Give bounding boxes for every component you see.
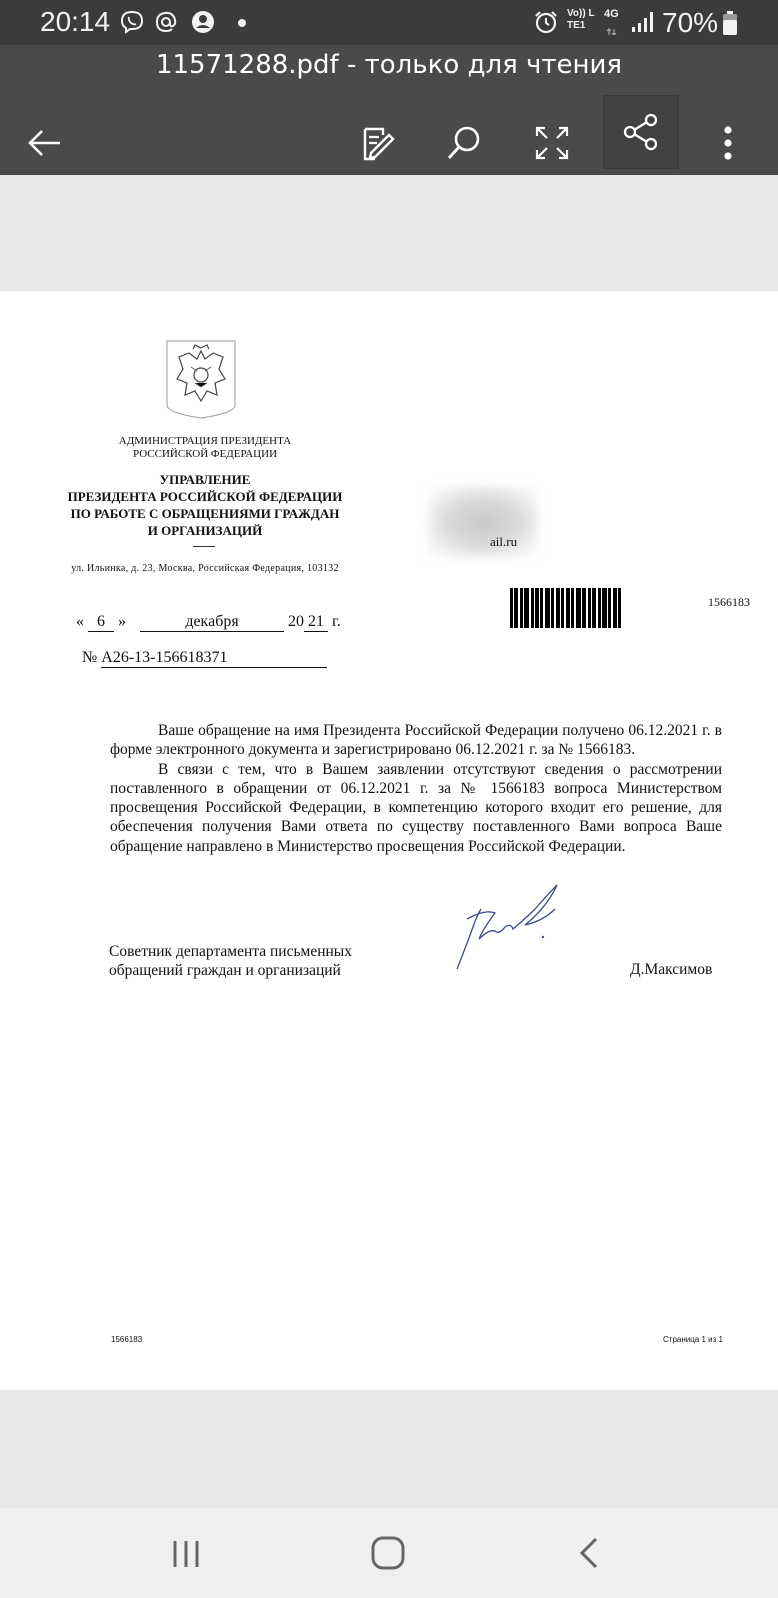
org-line: И ОРГАНИЗАЦИЙ <box>147 523 263 538</box>
org-address: ул. Ильинка, д. 23, Москва, Российская Федерация, 103132 <box>71 563 339 574</box>
date-day: 6 <box>88 613 114 632</box>
battery-icon <box>722 11 738 35</box>
signer-name: Д.Максимов <box>630 961 713 978</box>
letter-body <box>110 721 722 856</box>
system-nav-bar <box>0 1508 778 1598</box>
recents-icon <box>166 1533 206 1573</box>
org-small-line: АДМИНИСТРАЦИЯ ПРЕЗИДЕНТА <box>118 435 292 447</box>
viber-icon <box>119 9 145 35</box>
barcode-bar <box>561 588 564 628</box>
more-options-button[interactable] <box>698 113 758 173</box>
barcode-bar <box>571 588 574 628</box>
barcode-bar <box>545 588 550 628</box>
edit-button[interactable] <box>347 113 407 173</box>
barcode-bar <box>608 588 611 628</box>
search-icon <box>444 123 484 163</box>
document-title: 11571288.pdf - только для чтения <box>155 50 623 80</box>
status-time: 20:14 <box>40 6 111 37</box>
barcode-bar <box>566 588 570 628</box>
barcode-bar <box>535 588 539 628</box>
org-header-small <box>100 435 310 461</box>
barcode-number: 1566183 <box>708 595 750 609</box>
share-button[interactable] <box>603 95 679 169</box>
date-year-unit: г. <box>332 613 341 630</box>
battery-percent: 70% <box>662 7 719 38</box>
account-icon <box>190 9 216 35</box>
barcode-bar <box>582 588 586 628</box>
org-header-main <box>60 471 350 539</box>
footer-reference: 1566183 <box>111 1335 143 1344</box>
recents-button[interactable] <box>156 1528 216 1578</box>
recipient-email: ail.ru <box>490 534 518 549</box>
body-paragraph: В связи с тем, что в Вашем заявлении отсутствуют сведения о рассмотрении поставленного в обращении от 06.12.2021 г. за № 1566183 вопроса Министерством просвещения Российской Федерации, в компетенцию которого входит его решение, для обеспечения получения Вами ответа по существу поставленного Вами вопроса Ваше обращение направлено в Министерство просвещения Российской Федерации. <box>110 760 722 855</box>
body-paragraph: Ваше обращение на имя Президента Российской Федерации получено 06.12.2021 г. в форме электронного документа и зарегистрировано 06.12.2021 г. за № 1566183. <box>110 722 722 759</box>
barcode-bar <box>540 588 543 628</box>
barcode-bar <box>618 588 621 628</box>
date-year-suffix: 21 <box>304 613 328 632</box>
barcode-bar <box>531 588 534 628</box>
status-bar <box>0 0 778 45</box>
barcode <box>510 588 700 628</box>
number-sign: № <box>82 649 98 666</box>
4g-icon <box>605 9 631 35</box>
home-button[interactable] <box>358 1528 418 1578</box>
volte-indicator: Vo)) LTE1 <box>567 8 595 31</box>
barcode-bar <box>588 588 591 628</box>
barcode-bar <box>602 588 607 628</box>
barcode-bar <box>524 588 529 628</box>
back-button[interactable] <box>14 113 74 173</box>
search-button[interactable] <box>434 113 494 173</box>
signer-title-line: обращений граждан и организаций <box>109 962 341 980</box>
barcode-bar <box>592 588 596 628</box>
org-line: ПРЕЗИДЕНТА РОССИЙСКОЙ ФЕДЕРАЦИИ <box>67 489 343 504</box>
notification-dot <box>238 19 246 27</box>
date-year-prefix: 20 <box>288 613 304 630</box>
fullscreen-icon <box>532 123 572 163</box>
barcode-bar <box>551 588 554 628</box>
edit-icon <box>357 123 397 163</box>
fullscreen-button[interactable] <box>522 113 582 173</box>
barcode-bar <box>520 588 523 628</box>
share-icon <box>621 112 661 152</box>
org-line: УПРАВЛЕНИЕ <box>159 472 251 487</box>
org-line: ПО РАБОТЕ С ОБРАЩЕНИЯМИ ГРАЖДАН <box>70 506 340 521</box>
letter-number <box>82 649 327 668</box>
pdf-page[interactable] <box>0 291 778 1390</box>
handwritten-signature <box>455 879 575 974</box>
barcode-bar <box>556 588 560 628</box>
date-quote-open: « <box>76 613 84 630</box>
back-nav-button[interactable] <box>560 1528 620 1578</box>
letter-date <box>76 613 341 632</box>
redacted-recipient <box>428 486 538 558</box>
barcode-bar <box>510 588 513 628</box>
back-icon <box>24 123 64 163</box>
date-quote-close: » <box>118 613 126 630</box>
coat-of-arms-emblem <box>165 339 237 419</box>
barcode-bar <box>613 588 617 628</box>
barcode-bar <box>514 588 518 628</box>
home-icon <box>368 1533 408 1573</box>
at-icon <box>153 9 179 35</box>
header-divider <box>193 546 215 547</box>
network-type: 4G <box>604 8 619 20</box>
back-nav-icon <box>570 1533 610 1573</box>
more-icon <box>708 123 748 163</box>
org-small-line: РОССИЙСКОЙ ФЕДЕРАЦИИ <box>132 448 278 460</box>
page-counter: Страница 1 из 1 <box>663 1335 723 1344</box>
pdf-toolbar <box>0 45 778 175</box>
date-month: декабря <box>140 613 284 632</box>
signal-icon <box>630 9 656 35</box>
signer-title-line: Советник департамента письменных <box>109 943 352 960</box>
barcode-bar <box>598 588 601 628</box>
signer-title <box>109 942 389 981</box>
alarm-icon <box>533 9 559 35</box>
barcode-bar <box>576 588 581 628</box>
letter-number-value: А26-13-156618371 <box>101 649 327 668</box>
